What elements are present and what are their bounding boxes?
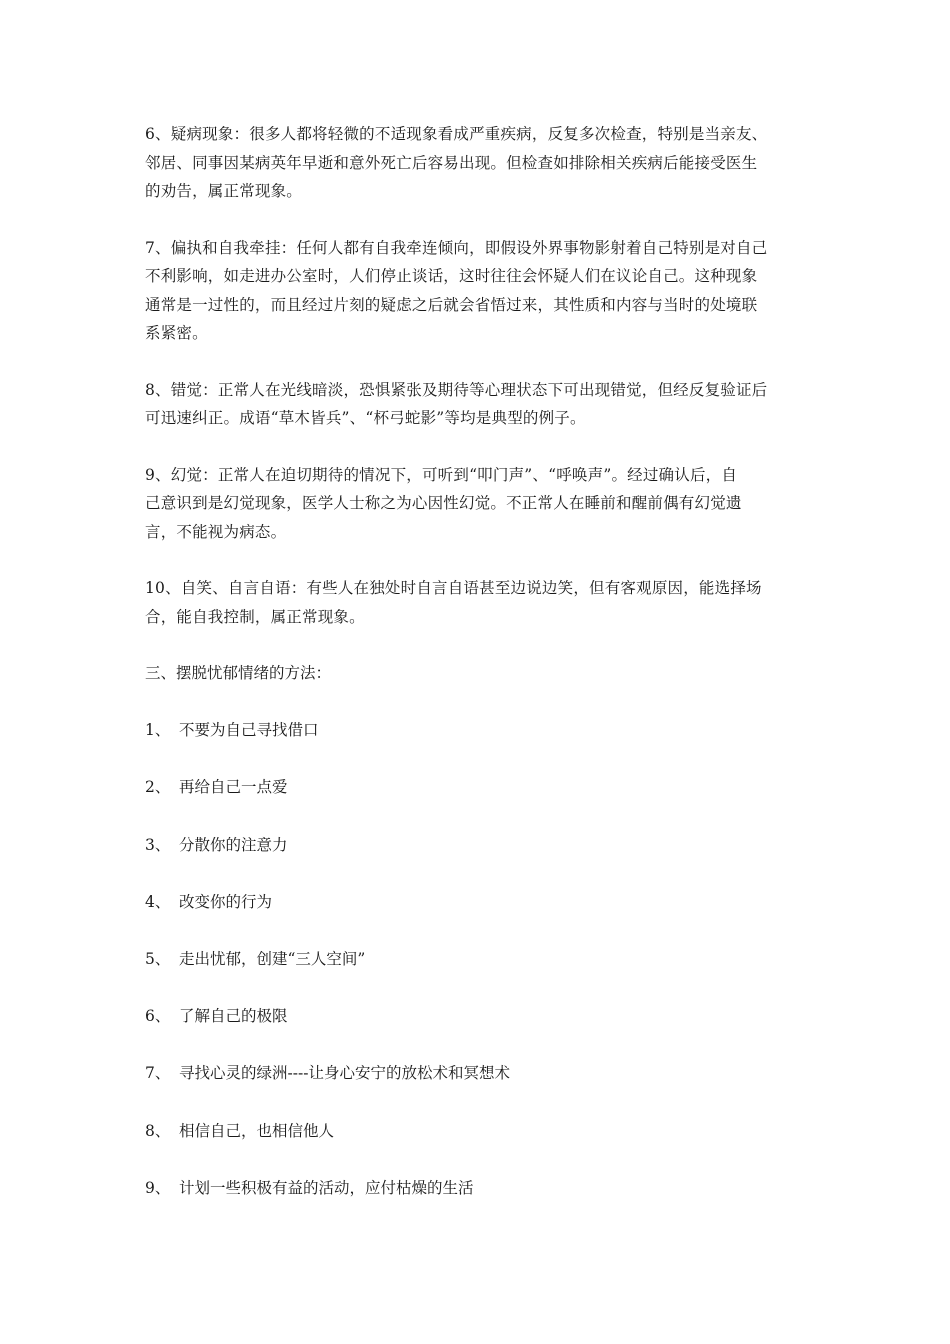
list-item-text: 相信自己，也相信他人: [179, 1121, 335, 1140]
paragraph-line: 8、错觉：正常人在光线暗淡，恐惧紧张及期待等心理状态下可出现错觉，但经反复验证后: [145, 380, 768, 399]
list-item-text: 了解自己的极限: [179, 1007, 288, 1026]
list-item-number: 2、: [145, 778, 171, 797]
paragraph-self-talk: [145, 574, 810, 631]
paragraph-line: 9、幻觉：正常人在迫切期待的情况下，可听到“叩门声”、“呼唤声”。经过确认后，自: [145, 465, 738, 484]
methods-list: [145, 716, 810, 1202]
list-item-number: 8、: [145, 1121, 171, 1140]
list-item-text: 计划一些积极有益的活动，应付枯燥的生活: [179, 1178, 474, 1197]
paragraph-line: 7、偏执和自我牵挂：任何人都有自我牵连倾向，即假设外界事物影射着自己特别是对自己: [145, 238, 768, 257]
list-item: [145, 831, 810, 860]
list-item-number: 9、: [145, 1178, 171, 1197]
section-heading: 三、摆脱忧郁情绪的方法：: [145, 664, 332, 682]
list-item-number: 6、: [145, 1007, 171, 1026]
paragraph-line: 6、疑病现象：很多人都将轻微的不适现象看成严重疾病，反复多次检查，特别是当亲友、: [145, 125, 768, 143]
list-item: [145, 945, 810, 974]
paragraph-line: 己意识到是幻觉现象，医学人士称之为心因性幻觉。不正常人在睡前和醒前偶有幻觉遗: [145, 494, 742, 512]
list-item: [145, 1174, 810, 1203]
paragraph-hypochondria: [145, 120, 810, 206]
paragraph-line: 10、自笑、自言自语：有些人在独处时自言自语甚至边说边笑，但有客观原因，能选择场: [145, 579, 762, 597]
paragraph-line: 通常是一过性的，而且经过片刻的疑虑之后就会省悟过来，其性质和内容与当时的处境联: [145, 295, 758, 314]
list-item-text: 分散你的注意力: [179, 835, 288, 854]
paragraph-line: 言，不能视为病态。: [145, 522, 287, 541]
list-item-text: 寻找心灵的绿洲----让身心安宁的放松术和冥想术: [179, 1064, 510, 1083]
paragraph-line: 可迅速纠正。成语“草木皆兵”、“杯弓蛇影”等均是典型的例子。: [145, 409, 586, 427]
list-item: [145, 1117, 810, 1146]
paragraph-line: 邻居、同事因某病英年早逝和意外死亡后容易出现。但检查如排除相关疾病后能接受医生: [145, 153, 758, 172]
list-item-text: 走出忧郁，创建“三人空间”: [179, 949, 366, 968]
list-item-number: 3、: [145, 835, 171, 854]
list-item: [145, 1059, 810, 1088]
list-item-number: 4、: [145, 892, 171, 911]
paragraph-line: 系紧密。: [145, 324, 208, 342]
paragraph-paranoia: [145, 234, 810, 348]
paragraph-illusion: [145, 376, 810, 433]
list-item-text: 改变你的行为: [179, 892, 273, 911]
list-item: [145, 1002, 810, 1031]
list-item: [145, 773, 810, 802]
list-item-number: 7、: [145, 1064, 171, 1083]
paragraph-line: 合，能自我控制，属正常现象。: [145, 607, 365, 626]
paragraph-line: 不利影响，如走进办公室时，人们停止谈话，这时往往会怀疑人们在议论自己。这种现象: [145, 267, 758, 285]
list-item-text: 不要为自己寻找借口: [179, 721, 319, 740]
paragraph-line: 的劝告，属正常现象。: [145, 182, 303, 200]
list-item-text: 再给自己一点爱: [179, 778, 288, 797]
list-item: [145, 716, 810, 745]
list-item: [145, 888, 810, 917]
paragraph-hallucination: [145, 461, 810, 547]
list-item-number: 1、: [145, 721, 171, 740]
document-body: [145, 120, 810, 1202]
list-item-number: 5、: [145, 949, 171, 968]
